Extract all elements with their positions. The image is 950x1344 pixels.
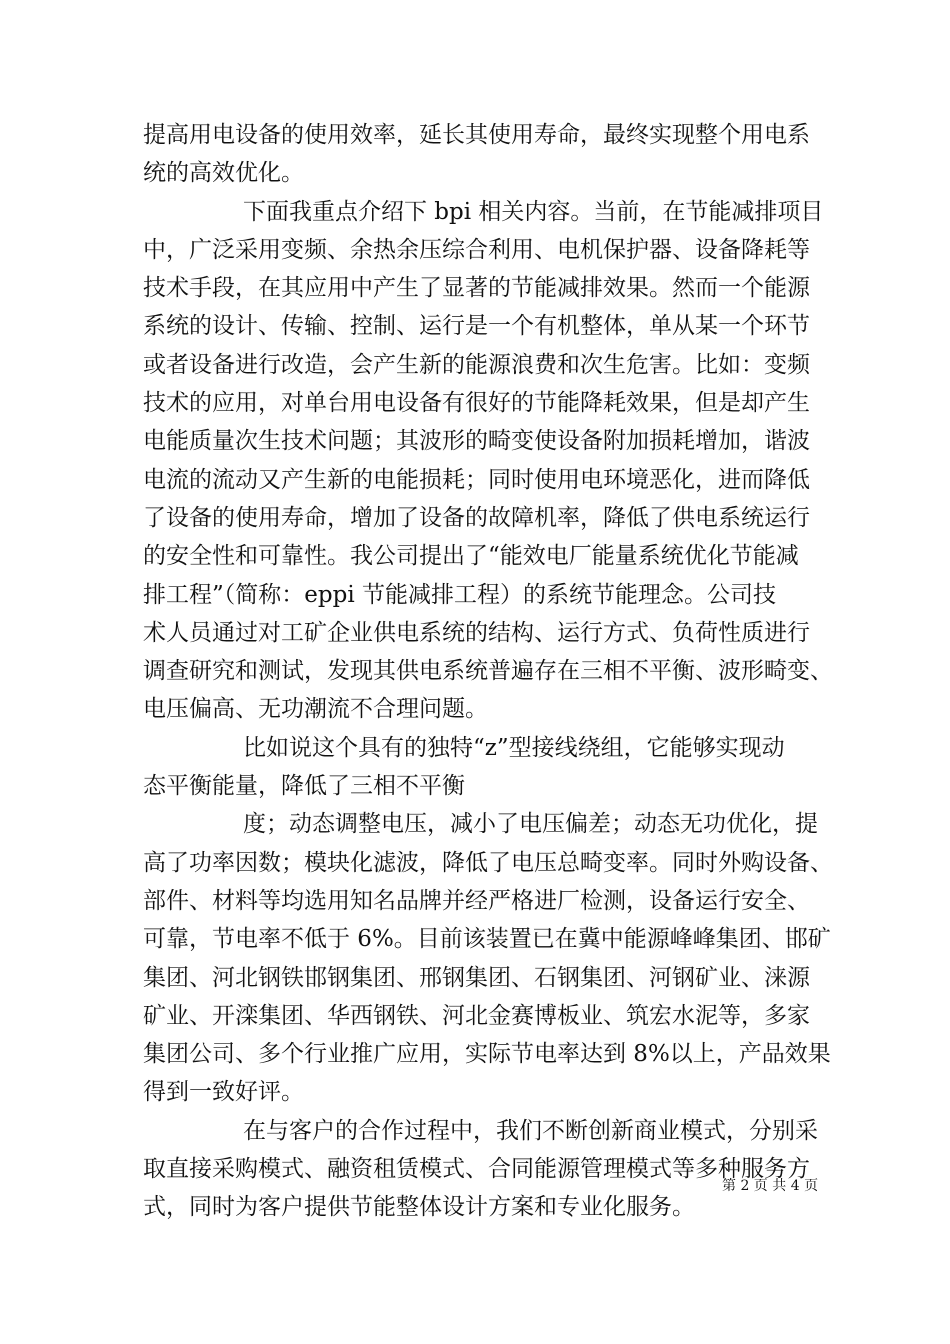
text-line: 统的高效优化。: [143, 160, 304, 187]
text-line: 可靠，节电率不低于 6%。目前该装置已在冀中能源峰峰集团、邯矿: [143, 926, 831, 953]
text-line: 中，广泛采用变频、余热余压综合利用、电机保护器、设备降耗等: [143, 236, 810, 263]
text-line: 得到一致好评。: [143, 1079, 304, 1106]
text-line: 部件、材料等均选用知名品牌并经严格进厂检测，设备运行安全、: [143, 887, 810, 914]
text-line: 态平衡能量，降低了三相不平衡: [143, 773, 465, 800]
text-line: 排工程”（简称：eppi 节能减排工程）的系统节能理念。公司技: [143, 581, 776, 608]
text-line: 在与客户的合作过程中，我们不断创新商业模式，分别采: [243, 1117, 818, 1144]
text-line: 度；动态调整电压，减小了电压偏差；动态无功优化，提: [243, 811, 818, 838]
text-line: 技术手段，在其应用中产生了显著的节能减排效果。然而一个能源: [143, 275, 810, 302]
text-line: 或者设备进行改造，会产生新的能源浪费和次生危害。比如：变频: [143, 351, 810, 378]
text-line: 提高用电设备的使用效率，延长其使用寿命，最终实现整个用电系: [143, 122, 810, 148]
text-line: 矿业、开滦集团、华西钢铁、河北金赛博板业、筑宏水泥等，多家: [143, 1002, 810, 1029]
text-line: 的安全性和可靠性。我公司提出了“能效电厂能量系统优化节能减: [143, 543, 799, 570]
text-line: 调查研究和测试，发现其供电系统普遍存在三相不平衡、波形畸变、: [143, 658, 833, 685]
page-number: 第 2 页 共 4 页: [722, 1178, 819, 1194]
body-text: [143, 116, 833, 1227]
text-line: 系统的设计、传输、控制、运行是一个有机整体，单从某一个环节: [143, 313, 810, 340]
text-line: 电能质量次生技术问题；其波形的畸变使设备附加损耗增加，谐波: [143, 428, 810, 455]
text-line: 取直接采购模式、融资租赁模式、合同能源管理模式等多种服务方: [143, 1156, 810, 1183]
text-line: 集团公司、多个行业推广应用，实际节电率达到 8%以上，产品效果: [143, 1041, 831, 1068]
text-line: 了设备的使用寿命，增加了设备的故障机率，降低了供电系统运行: [143, 504, 810, 531]
text-line: 电压偏高、无功潮流不合理问题。: [143, 696, 488, 723]
text-line: 术人员通过对工矿企业供电系统的结构、运行方式、负荷性质进行: [143, 619, 810, 646]
text-line: 集团、河北钢铁邯钢集团、邢钢集团、石钢集团、河钢矿业、涞源: [143, 964, 810, 991]
text-line: 比如说这个具有的独特“z”型接线绕组，它能够实现动: [243, 734, 785, 761]
text-line: 高了功率因数；模块化滤波，降低了电压总畸变率。同时外购设备、: [143, 849, 833, 876]
text-line: 电流的流动又产生新的电能损耗；同时使用电环境恶化，进而降低: [143, 466, 810, 493]
text-line: 式，同时为客户提供节能整体设计方案和专业化服务。: [143, 1194, 695, 1221]
text-line: 技术的应用，对单台用电设备有很好的节能降耗效果，但是却产生: [143, 390, 810, 417]
text-line: 下面我重点介绍下 bpi 相关内容。当前，在节能减排项目: [243, 198, 824, 225]
